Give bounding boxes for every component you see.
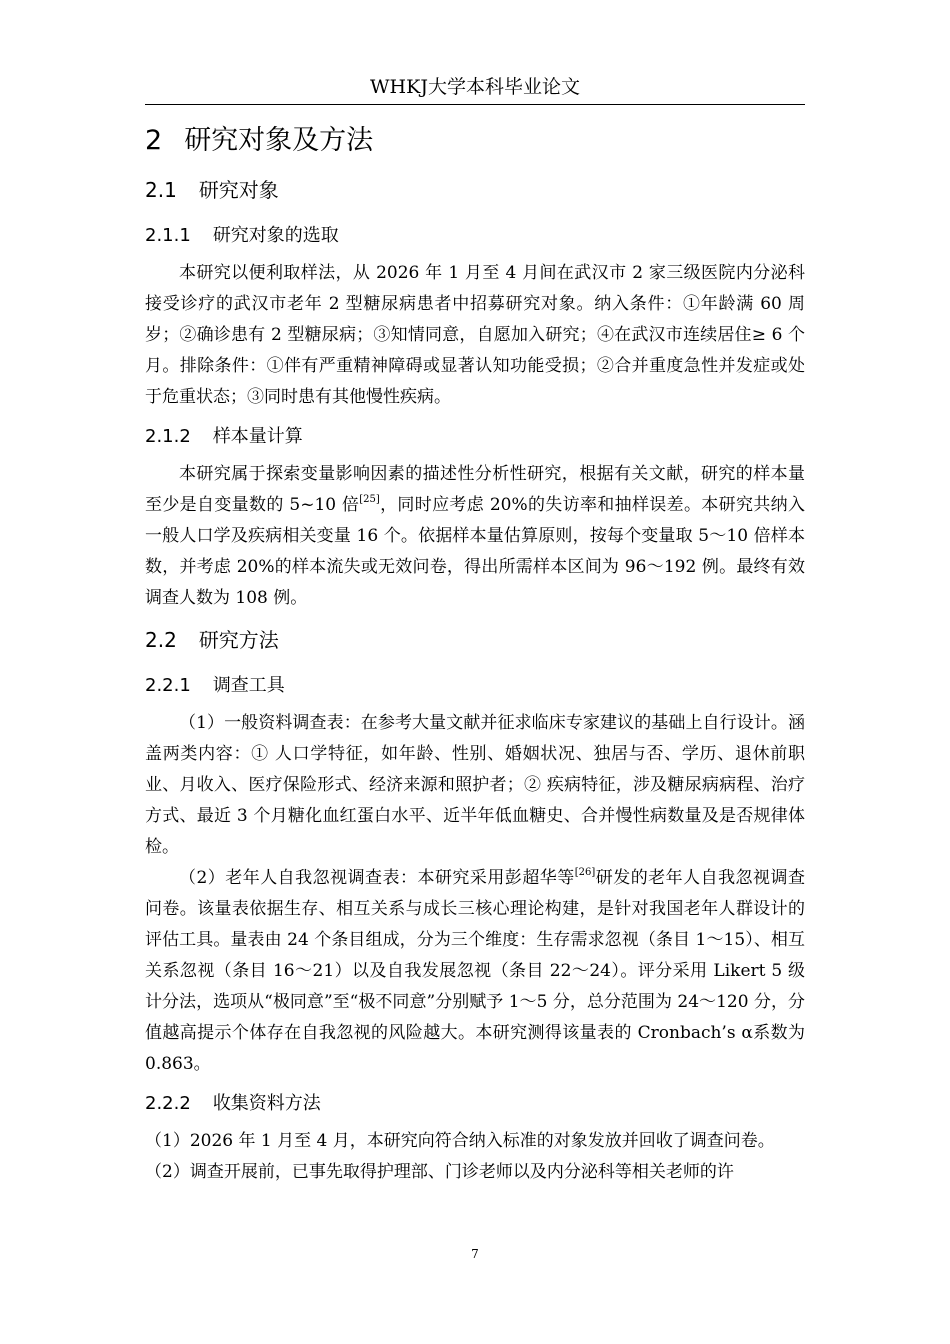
- paragraph-collection-step-1: （1）2026 年 1 月至 4 月，本研究向符合纳入标准的对象发放并回收了调查问卷。: [145, 1131, 775, 1151]
- citation-ref: [25]: [359, 494, 380, 505]
- subsection-heading-2-2-2: [145, 1082, 805, 1126]
- subsection-title: 样本量计算: [212, 426, 303, 447]
- subsection-title: 调查工具: [212, 675, 285, 696]
- text-run: （2）老年人自我忽视调查表：本研究采用彭超华等: [179, 868, 575, 888]
- paragraph-collection-step-2: （2）调查开展前，已事先取得护理部、门诊老师以及内分泌科等相关老师的许: [145, 1162, 734, 1182]
- page-body: [145, 118, 805, 1188]
- text-run: 研发的老年人自我忽视调查问卷。该量表依据生存、相互关系与成长三核心理论构建，是针对我国老年人群设计的评估工具。量表由 24 个条目组成，分为三个维度：生存需求忽视（条目 1～15）、相互关系忽视（条目 16～21）以及自我发展忽视（条目 22～24）。评分采用 Likert 5 级计分法，选项从“极同意”至“极不同意”分别赋予 1～5 分，总分范围为 24～120 分，分值越高提示个体存在自我忽视的风险越大。本研究测得该量表的 Cronbach’s α系数为 0.863。: [145, 868, 805, 1074]
- section-title: 研究对象: [198, 178, 279, 202]
- section-number: 2.2: [145, 628, 177, 652]
- section-title: 研究方法: [198, 628, 279, 652]
- paragraph-general-questionnaire: （1）一般资料调查表：在参考大量文献并征求临床专家建议的基础上自行设计。涵盖两类内容：① 人口学特征，如年龄、性别、婚姻状况、独居与否、学历、退休前职业、月收入、医疗保险形式、经济来源和照护者；② 疾病特征，涉及糖尿病病程、治疗方式、最近 3 个月糖化血红蛋白水平、近半年低血糖史、合并慢性病数量及是否规律体检。: [145, 713, 805, 857]
- paragraph-self-neglect-scale: [145, 863, 805, 1080]
- section-heading-2-1: [145, 168, 805, 212]
- subsection-title: 收集资料方法: [212, 1093, 321, 1114]
- text-run: ，同时应考虑 20%的失访率和抽样误差。本研究共纳入一般人口学及疾病相关变量 16 个。依据样本量估算原则，按每个变量取 5～10 倍样本数，并考虑 20%的样本流失或无效问卷，得出所需样本区间为 96～192 例。最终有效调查人数为 108 例。: [145, 495, 805, 608]
- subsection-heading-2-1-2: [145, 415, 805, 459]
- subsection-number: 2.2.1: [145, 675, 191, 696]
- section-number: 2.1: [145, 178, 177, 202]
- subsection-number: 2.2.2: [145, 1093, 191, 1114]
- header-rule: [145, 104, 805, 105]
- subsection-title: 研究对象的选取: [212, 225, 339, 246]
- paragraph-sample-size: [145, 459, 805, 614]
- subsection-heading-2-2-1: [145, 664, 805, 708]
- paragraph-subject-selection: 本研究以便利取样法，从 2026 年 1 月至 4 月间在武汉市 2 家三级医院内分泌科接受诊疗的武汉市老年 2 型糖尿病患者中招募研究对象。纳入条件：①年龄满 60 周岁；②确诊患有 2 型糖尿病；③知情同意，自愿加入研究；④在武汉市连续居住≥ 6 个月。排除条件：①伴有严重精神障碍或显著认知功能受损；②合并重度急性并发症或处于危重状态；③同时患有其他慢性疾病。: [145, 263, 805, 407]
- chapter-heading: [145, 118, 805, 164]
- subsection-number: 2.1.2: [145, 426, 191, 447]
- subsection-heading-2-1-1: [145, 214, 805, 258]
- chapter-number: 2: [145, 125, 163, 156]
- page-number: 7: [471, 1247, 479, 1261]
- text-run: 本研究属于探索变量影响因素的描述性分析性研究，根据有关文献，研究的样本量至少是自变量数的 5~10 倍: [145, 464, 805, 515]
- subsection-number: 2.1.1: [145, 225, 191, 246]
- chapter-title: 研究对象及方法: [184, 125, 374, 156]
- citation-ref: [26]: [574, 867, 596, 878]
- section-heading-2-2: [145, 618, 805, 662]
- running-header: WHKJ大学本科毕业论文: [370, 76, 580, 98]
